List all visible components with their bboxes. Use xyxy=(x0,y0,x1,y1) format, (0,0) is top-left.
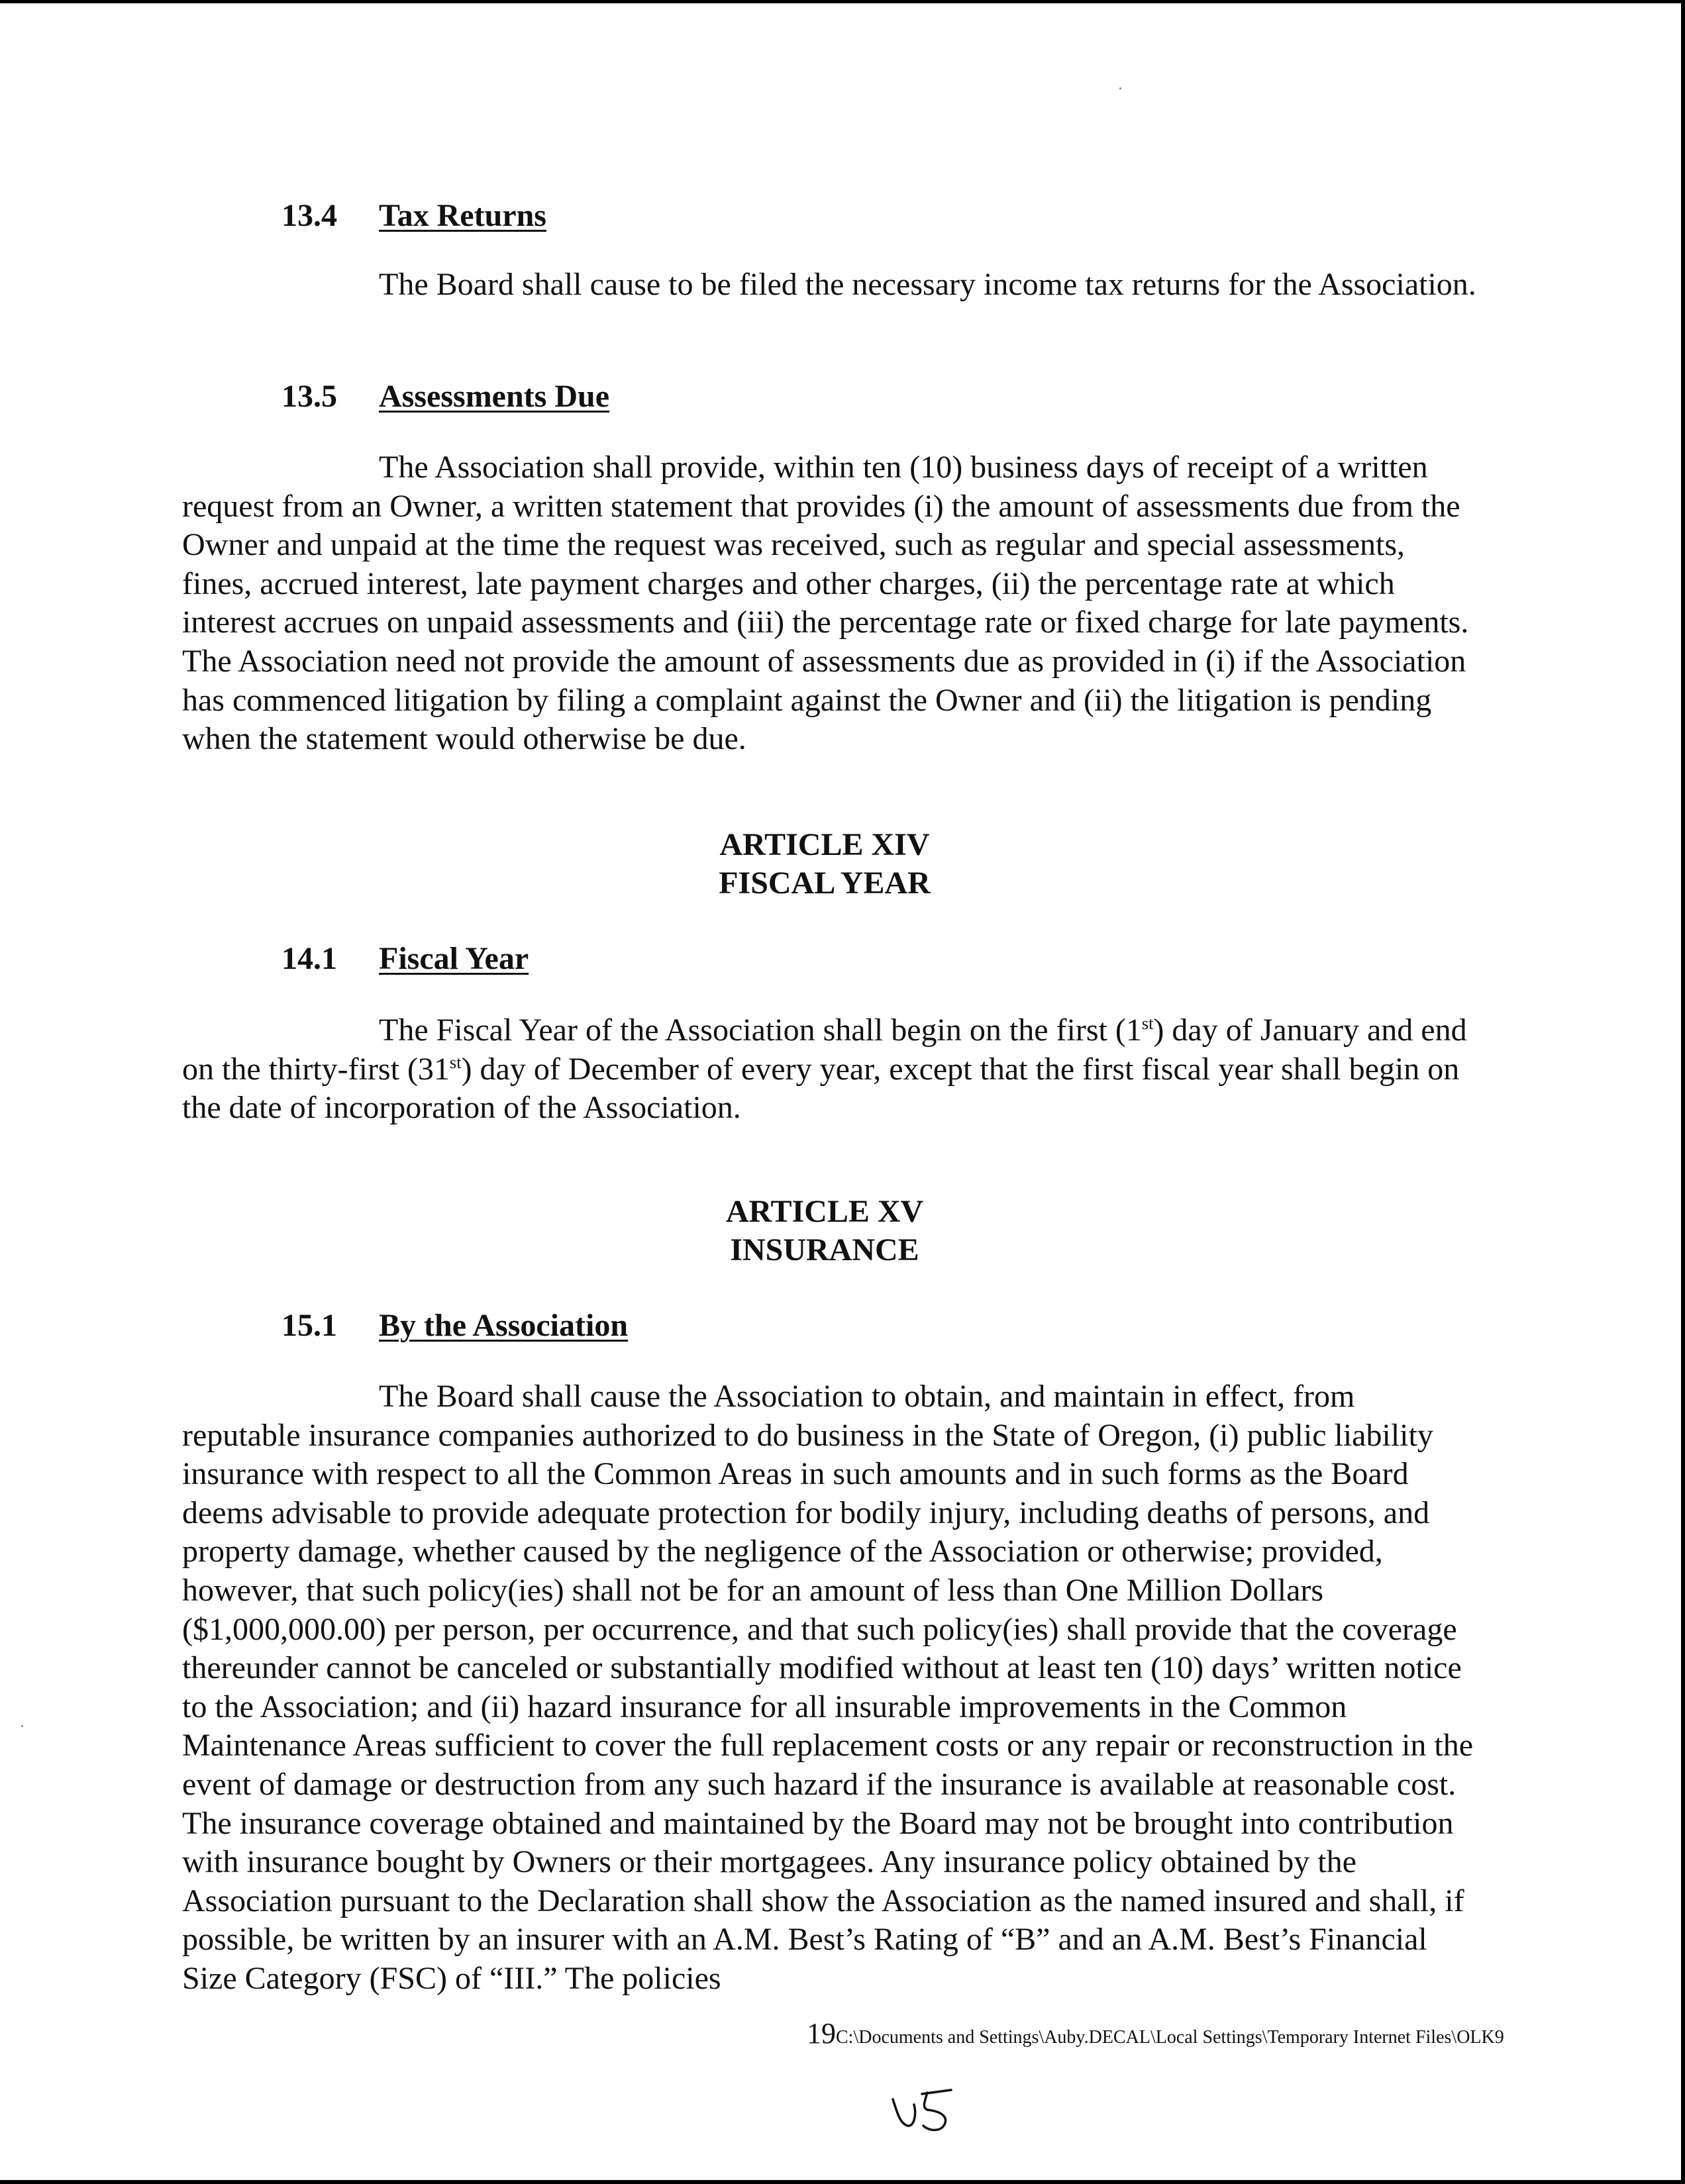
section-title: Fiscal Year xyxy=(379,941,529,976)
section-body: The Board shall cause to be filed the necessary income tax returns for the Association. xyxy=(379,267,1476,302)
section-body: The Association shall provide, within ten (10) business days of receipt of a written request from an Owner, a written statement that provides (i) the amount of assessments due from the Owner and unpaid at the time the request was received, such as regular and special assessments, fines, accrued interest, late payment charges and other charges, (ii) the percentage rate at which interest accrues on unpaid assessments and (iii) the percentage rate or fixed charge for late payments. The Association need not provide the amount of assessments due as provided in (i) if the Association has commenced litigation by filing a complaint against the Owner and (ii) the litigation is pending when the statement would otherwise be due. xyxy=(182,450,1469,757)
body-text: The Fiscal Year of the Association shall begin on the first (1 xyxy=(379,1013,1142,1048)
scan-border-top xyxy=(0,0,1685,3)
article-subheading: FISCAL YEAR xyxy=(719,866,931,901)
article-heading: ARTICLE XV xyxy=(725,1194,924,1229)
section-body: The Board shall cause the Association to obtain, and maintain in effect, from reputable insurance companies authorized to do business in the State of Oregon, (i) public liability insurance with respect to all the Common Areas in such amounts and in such forms as the Board deems advisable to provide adequate protection for bodily injury, including deaths of persons, and property damage, whether caused by the negligence of the Association or otherwise; provided, however, that such policy(ies) shall not be for an amount of less than One Million Dollars ($1,000,000.00) per person, per occurrence, and that such policy(ies) shall provide that the coverage thereunder cannot be canceled or substantially modified without at least ten (10) days’ written notice to the Association; and (ii) hazard insurance for all insurable improvements in the Common Maintenance Areas sufficient to cover the full replacement costs or any repair or reconstruction in the event of damage or destruction from any such hazard if the insurance is available at reasonable cost. The insurance coverage obtained and maintained by the Board may not be brought into contribution with insurance bought by Owners or their mortgagees. Any insurance policy obtained by the Association pursuant to the Declaration shall show the Association as the named insured and shall, if possible, be written by an insurer with an A.M. Best’s Rating of “B” and an A.M. Best’s Financial Size Category (FSC) of “III.” The policies xyxy=(182,1379,1474,1996)
scan-speck xyxy=(1119,87,1121,89)
section-title: Tax Returns xyxy=(379,198,546,233)
section-number: 13.5 xyxy=(281,379,337,414)
handwritten-page-mark xyxy=(888,2085,967,2138)
section-number: 14.1 xyxy=(281,941,337,976)
file-path: C:\Documents and Settings\Auby.DECAL\Local Settings\Temporary Internet Files\OLK9 xyxy=(836,2027,1504,2048)
scan-border-right xyxy=(1681,0,1685,2184)
section-body xyxy=(182,1011,1477,1128)
ordinal-suffix: st xyxy=(449,1052,462,1072)
page-footer xyxy=(807,2016,1628,2050)
section-number: 13.4 xyxy=(281,198,337,233)
section-number: 15.1 xyxy=(281,1308,337,1343)
ordinal-suffix: st xyxy=(1141,1013,1154,1033)
body-text: ) day of December of every year, except that the first fiscal year shall begin on the date of incorporation of the Association. xyxy=(182,1051,1460,1126)
article-heading: ARTICLE XIV xyxy=(719,827,930,862)
scan-speck xyxy=(21,1725,23,1727)
page-number: 19 xyxy=(807,2017,836,2050)
scan-border-bottom xyxy=(0,2180,1685,2184)
section-title: By the Association xyxy=(379,1308,629,1343)
section-title: Assessments Due xyxy=(379,379,609,414)
article-subheading: INSURANCE xyxy=(730,1232,919,1267)
body-text: ) day of January and end on the thirty-first (31 xyxy=(182,1013,1467,1087)
